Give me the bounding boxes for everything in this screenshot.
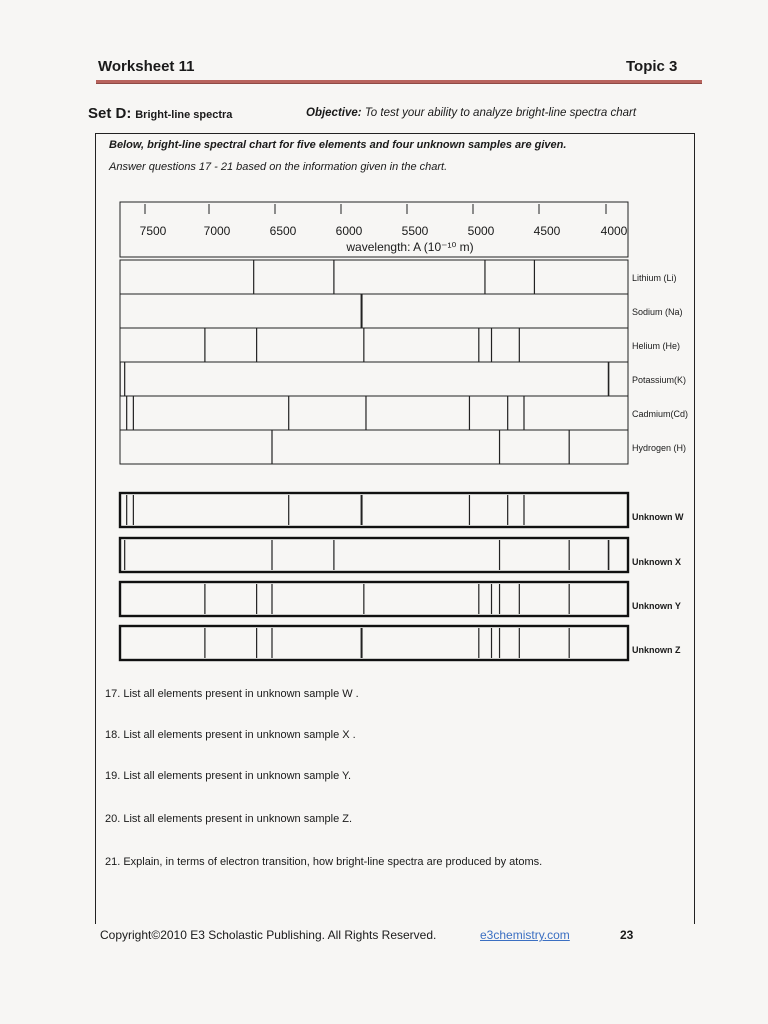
unknown-row [120, 538, 628, 572]
question-20: 20. List all elements present in unknown sample Z. [105, 813, 353, 825]
question-19: 19. List all elements present in unknown sample Y. [105, 770, 352, 782]
question-18: 18. List all elements present in unknown sample X . [105, 729, 356, 741]
objective-label: Objective: [306, 107, 362, 119]
unknown-label: Unknown Z [632, 645, 681, 655]
element-row [120, 294, 628, 328]
tick-label: 7500 [139, 224, 167, 238]
element-label: Sodium (Na) [632, 307, 683, 317]
objective-text: To test your ability to analyze bright-line spectra chart [364, 107, 637, 119]
worksheet-title: Worksheet 11 [98, 58, 195, 75]
tick-label: 7000 [203, 224, 231, 238]
element-row [120, 396, 628, 430]
question-21: 21. Explain, in terms of electron transition, how bright-line spectra are produced by atoms. [105, 856, 543, 868]
tick-label: 4000 [600, 224, 628, 238]
element-label: Cadmium(Cd) [632, 409, 689, 419]
x-axis-label: wavelength: A (10⁻¹⁰ m) [346, 240, 474, 254]
copyright-text: Copyright©2010 E3 Scholastic Publishing. All Rights Reserved. [100, 928, 437, 942]
element-label: Potassium(K) [632, 375, 687, 385]
tick-label: 5000 [467, 224, 495, 238]
tick-label: 6000 [335, 224, 363, 238]
element-row [120, 328, 628, 362]
element-label: Helium (He) [632, 341, 681, 351]
website-link[interactable]: e3chemistry.com [480, 928, 570, 942]
unknown-label: Unknown X [632, 557, 681, 567]
tick-label: 5500 [401, 224, 429, 238]
set-prefix: Set D: [88, 105, 132, 122]
set-title: Bright-line spectra [135, 109, 233, 121]
element-row [120, 362, 628, 396]
element-label: Lithium (Li) [632, 273, 677, 283]
tick-label: 6500 [269, 224, 297, 238]
page-number: 23 [620, 928, 634, 942]
element-row [120, 430, 628, 464]
element-label: Hydrogen (H) [632, 443, 687, 453]
intro-line-2: Answer questions 17 - 21 based on the information given in the chart. [109, 161, 448, 173]
unknown-row [120, 626, 628, 660]
intro-line-1: Below, bright-line spectral chart for five elements and four unknown samples are given. [109, 139, 567, 151]
unknown-row [120, 493, 628, 527]
question-17: 17. List all elements present in unknown sample W . [105, 688, 359, 700]
topic-label: Topic 3 [626, 58, 678, 75]
tick-label: 4500 [533, 224, 561, 238]
unknown-row [120, 582, 628, 616]
unknown-label: Unknown W [632, 512, 684, 522]
element-row [120, 260, 628, 294]
unknown-label: Unknown Y [632, 601, 681, 611]
